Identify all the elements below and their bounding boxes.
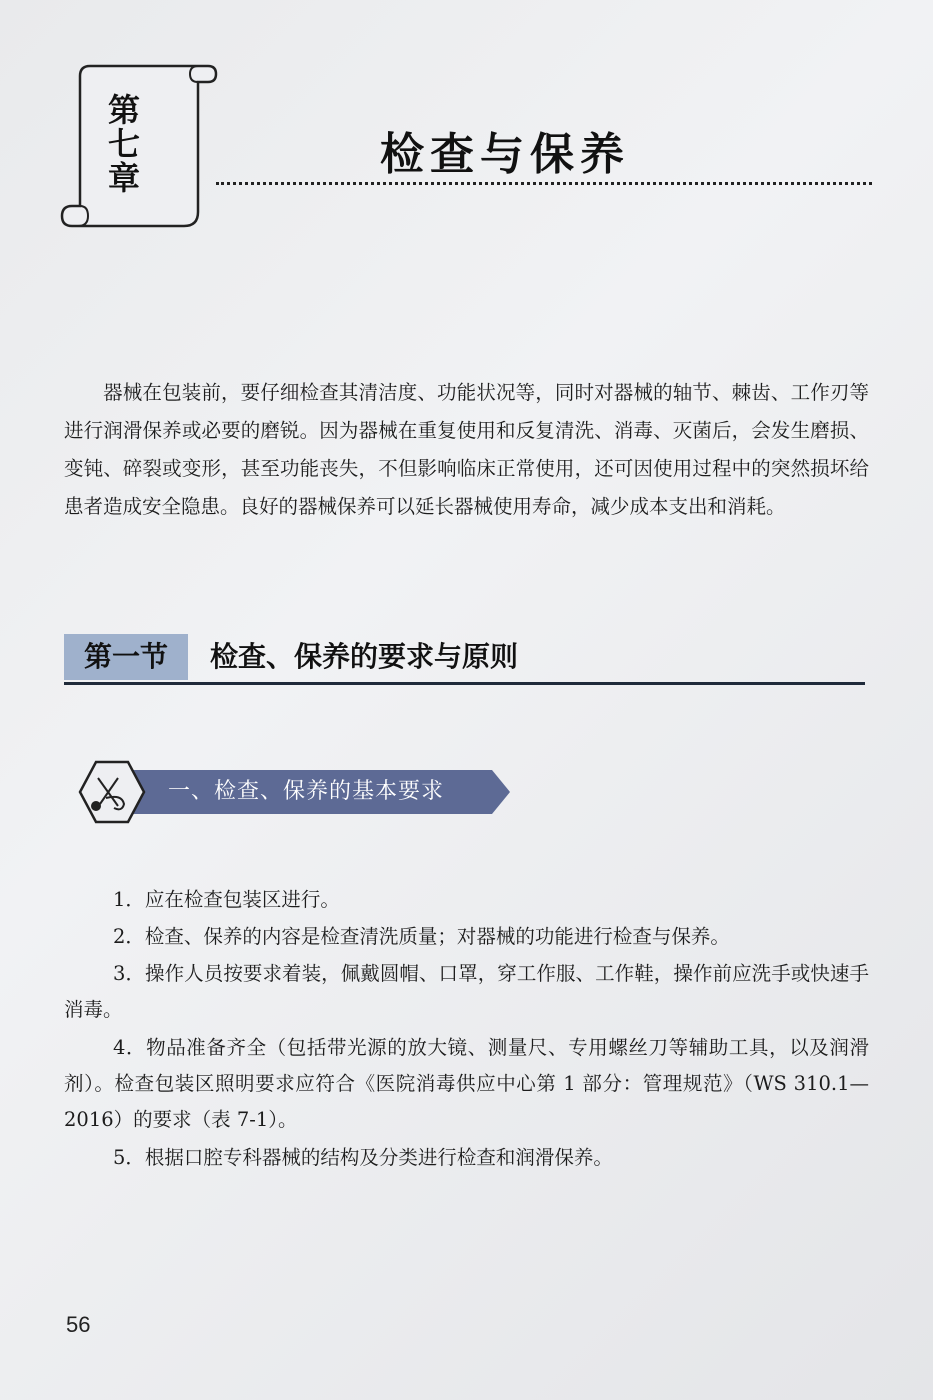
section-rule bbox=[64, 682, 865, 685]
list-item: 3．操作人员按要求着装，佩戴圆帽、口罩，穿工作服、工作鞋，操作前应洗手或快速手消毒。 bbox=[64, 962, 869, 1021]
chapter-label: 第七章 bbox=[103, 93, 141, 195]
list-item: 5．根据口腔专科器械的结构及分类进行检查和润滑保养。 bbox=[113, 1146, 613, 1169]
section-title: 检查、保养的要求与原则 bbox=[210, 640, 519, 673]
chapter-title: 检查与保养 bbox=[380, 129, 630, 180]
list-item: 4．物品准备齐全（包括带光源的放大镜、测量尺、专用螺丝刀等辅助工具，以及润滑剂）。检查包装区照明要求应符合《医院消毒供应中心第 1 部分：管理规范》（WS 310.1—2016）的要求（表 7-1）。 bbox=[64, 1036, 869, 1131]
section-number: 第一节 bbox=[64, 634, 188, 680]
list-item: 2．检查、保养的内容是检查清洗质量；对器械的功能进行检查与保养。 bbox=[113, 925, 730, 948]
page-number: 56 bbox=[66, 1312, 91, 1337]
dotted-divider bbox=[216, 182, 872, 185]
subsection-title: 一、检查、保养的基本要求 bbox=[168, 779, 445, 804]
list-item: 1．应在检查包装区进行。 bbox=[113, 888, 340, 911]
intro-paragraph bbox=[64, 374, 869, 526]
section-header bbox=[64, 632, 865, 682]
intro-text: 器械在包装前，要仔细检查其清洁度、功能状况等，同时对器械的轴节、棘齿、工作刃等进行润滑保养或必要的磨锐。因为器械在重复使用和反复清洗、消毒、灭菌后，会发生磨损、变钝、碎裂或变形，甚至功能丧失，不但影响临床正常使用，还可因使用过程中的突然损坏给患者造成安全隐患。良好的器械保养可以延长器械使用寿命，减少成本支出和消耗。 bbox=[64, 381, 869, 518]
